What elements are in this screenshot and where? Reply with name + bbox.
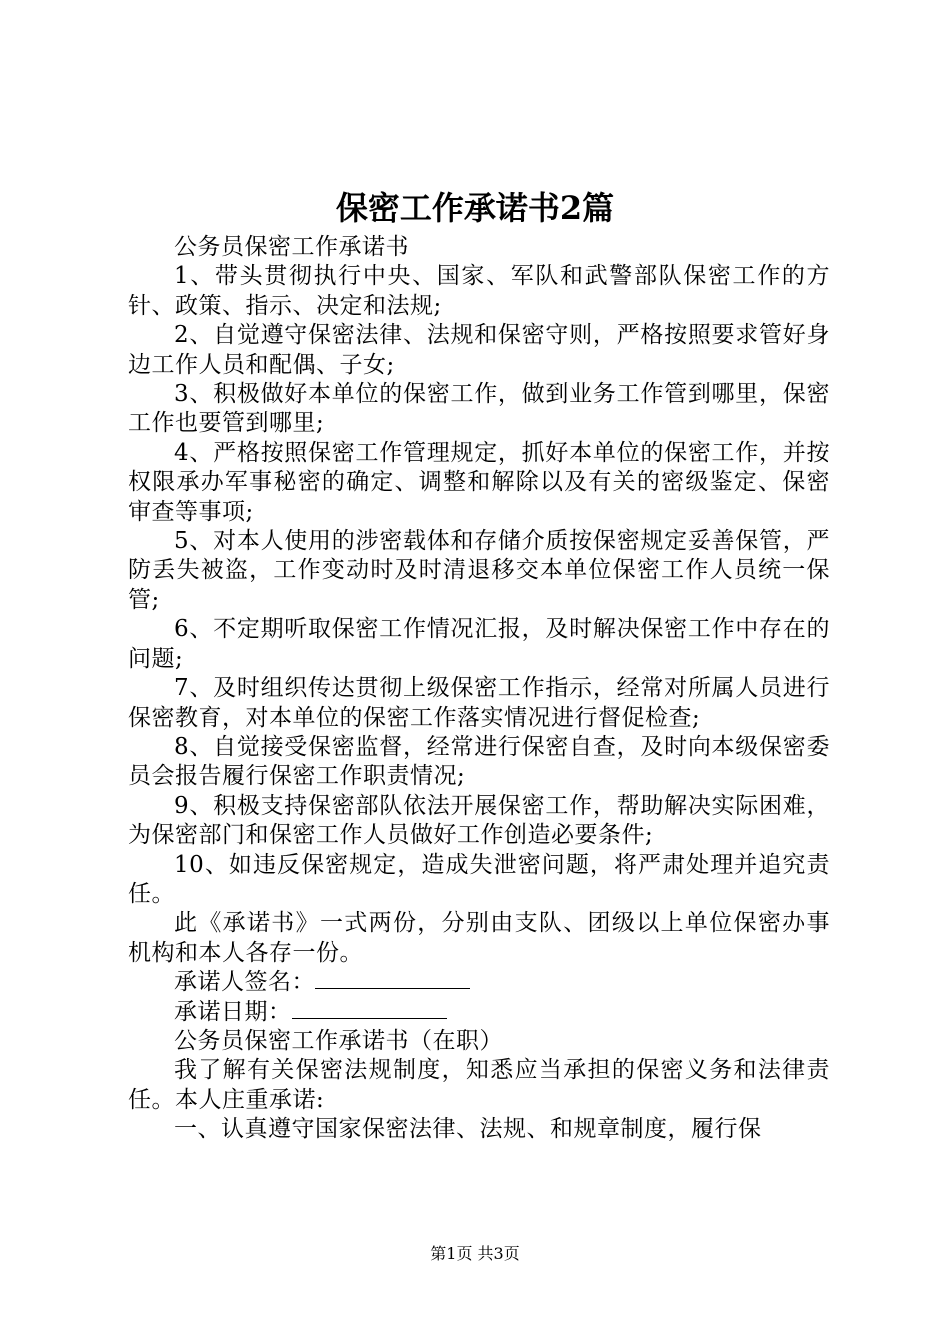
document-body [128,233,830,1145]
signature-line [128,968,830,997]
paragraph: 6、不定期听取保密工作情况汇报，及时解决保密工作中存在的问题; [128,616,830,672]
paragraph: 2、自觉遵守保密法律、法规和保密守则，严格按照要求管好身边工作人员和配偶、子女; [128,322,830,378]
paragraph: 8、自觉接受保密监督，经常进行保密自查，及时向本级保密委员会报告履行保密工作职责情况; [128,733,830,790]
paragraph: 1、带头贯彻执行中央、国家、军队和武警部队保密工作的方针、政策、指示、决定和法规; [128,263,830,319]
date-label: 承诺日期： [174,998,292,1025]
paragraph: 公务员保密工作承诺书（在职） [174,1027,503,1054]
paragraph: 此《承诺书》一式两份，分别由支队、团级以上单位保密办事机构和本人各存一份。 [128,910,830,966]
signature-label: 承诺人签名： [174,969,315,996]
paragraph: 10、如违反保密规定，造成失泄密问题，将严肃处理并追究责任。 [128,851,830,907]
date-blank [292,998,447,1019]
paragraph: 3、积极做好本单位的保密工作，做到业务工作管到哪里，保密工作也要管到哪里; [128,381,830,437]
paragraph: 4、严格按照保密工作管理规定，抓好本单位的保密工作，并按权限承办军事秘密的确定、调整和解除以及有关的密级鉴定、保密审查等事项; [128,439,830,525]
document-title: 保密工作承诺书2篇 [335,189,615,227]
signature-blank [315,968,470,989]
paragraph: 公务员保密工作承诺书 [174,234,409,260]
paragraph: 我了解有关保密法规制度，知悉应当承担的保密义务和法律责任。本人庄重承诺: [128,1057,830,1113]
paragraph: 5、对本人使用的涉密载体和存储介质按保密规定妥善保管，严防丢失被盗，工作变动时及时清退移交本单位保密工作人员统一保管; [128,528,830,613]
paragraph: 9、积极支持保密部队依法开展保密工作，帮助解决实际困难，为保密部门和保密工作人员做好工作创造必要条件; [128,792,830,849]
date-line [128,998,830,1027]
paragraph: 一、认真遵守国家保密法律、法规、和规章制度，履行保 [174,1116,762,1143]
paragraph: 7、及时组织传达贯彻上级保密工作指示，经常对所属人员进行保密教育，对本单位的保密工作落实情况进行督促检查; [128,675,830,731]
page-footer: 第1页 共3页 [430,1244,520,1263]
